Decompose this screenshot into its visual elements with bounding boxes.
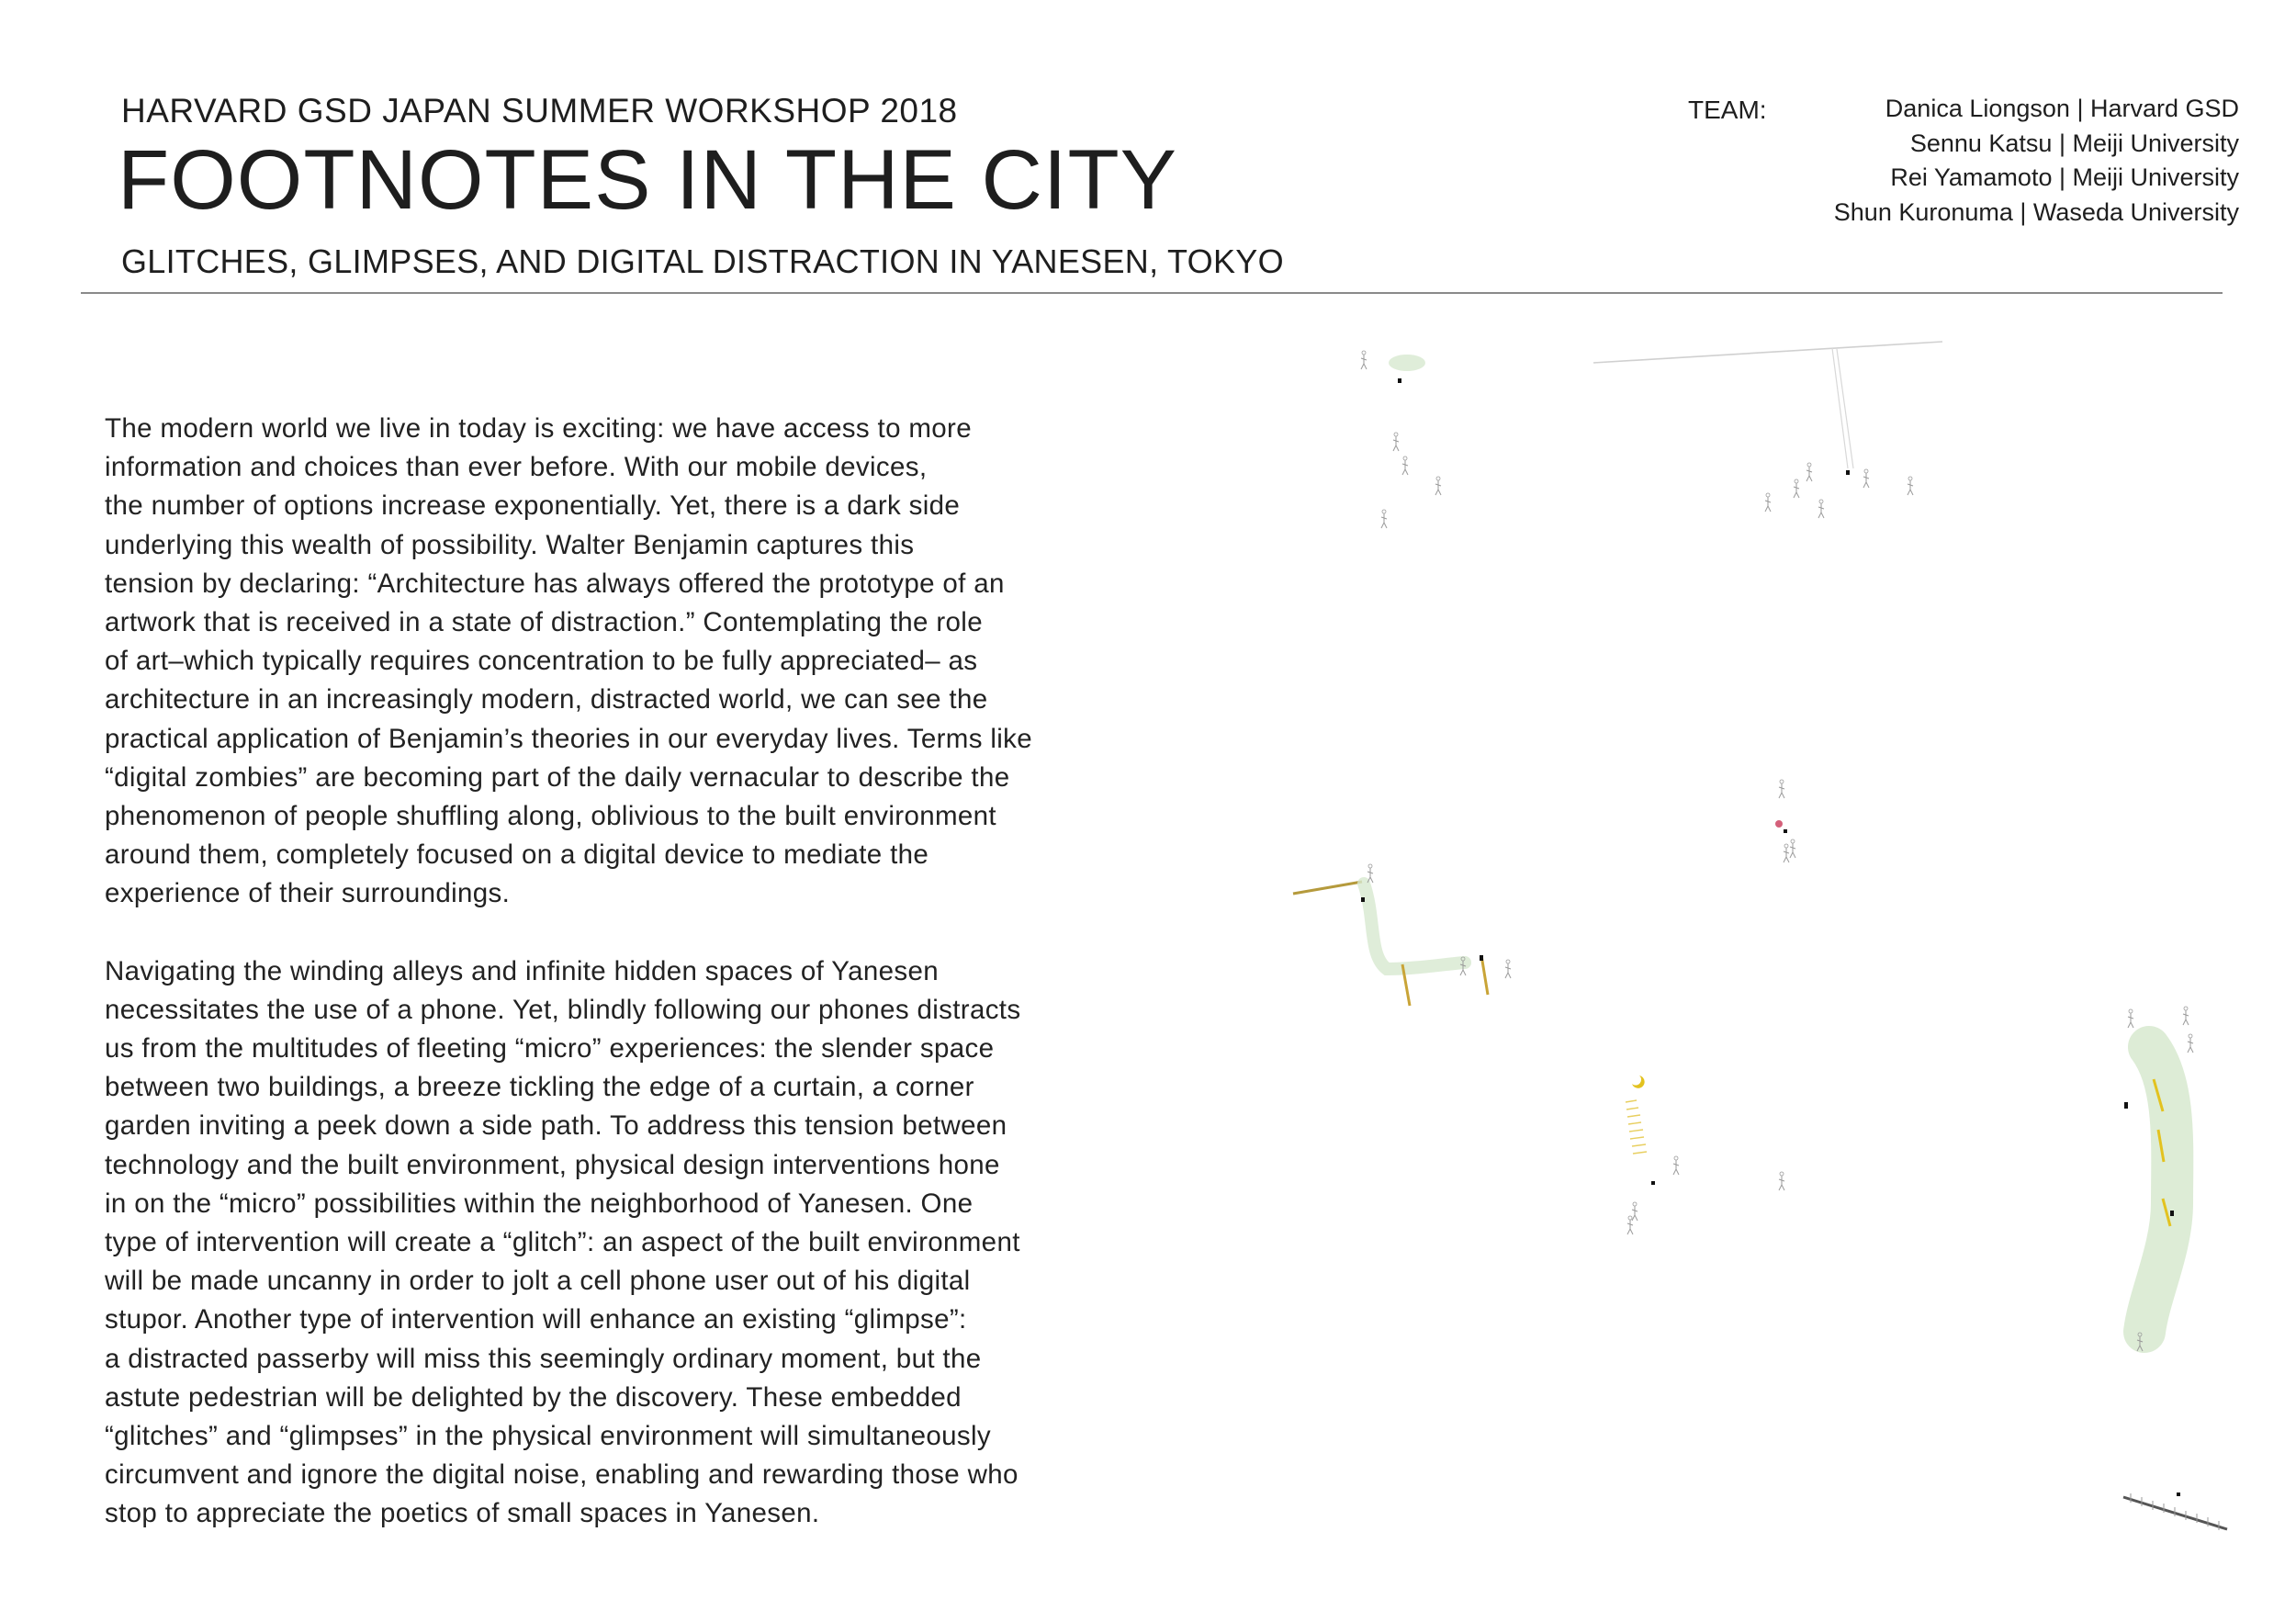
vignette-moon [1626, 1076, 1784, 1234]
workshop-supertitle: HARVARD GSD JAPAN SUMMER WORKSHOP 2018 [121, 92, 958, 130]
vignette-flower [1775, 780, 1795, 862]
vignette-canopy [1593, 342, 1942, 518]
page-subtitle: GLITCHES, GLIMPSES, AND DIGITAL DISTRACTION IN YANESEN, TOKYO [121, 242, 1284, 280]
vignette-tree [1361, 351, 1441, 528]
team-label: TEAM: [1688, 96, 1767, 124]
team-member: Shun Kuronuma | Waseda University [1833, 197, 2239, 226]
vignette-green-column [2124, 1007, 2193, 1351]
essay-body [105, 410, 1133, 1572]
team-member: Danica Liongson | Harvard GSD [1885, 95, 2239, 122]
vignette-stair [2123, 1492, 2227, 1530]
header-divider [81, 292, 2223, 294]
vignette-bench [1293, 864, 1511, 1006]
team-list [1834, 92, 2239, 230]
essay-paragraph: Navigating the winding alleys and infinite hidden spaces of Yanesen necessitates the use of a phone. Yet, blindly following our phones distracts us from the multitudes of fleeting “micro” experiences: the slender space between two buildings, a breeze tickling the edge of a curtain, a corner garden inviting a peek down a side path. To address this tension between technology and the built environment, physical design interventions hone in on the “micro” possibilities within the neighborhood of Yanesen. One type of intervention will create a “glitch”: an aspect of the built environment will be made uncanny in order to jolt a cell phone user out of his digital stupor. Another type of intervention will enhance an existing “glimpse”: a distracted passerby will miss this seemingly ordinary moment, but the astute pedestrian will be delighted by the discovery. These embedded “glitches” and “glimpses” in the physical environment will simultaneously circumvent and ignore the digital noise, enabling and rewarding those who stop to appreciate the poetics of small spaces in Yanesen. [105, 955, 1021, 1529]
page-title: FOOTNOTES IN THE CITY [118, 133, 1178, 227]
team-member: Sennu Katsu | Meiji University [1909, 129, 2239, 157]
essay-paragraph: The modern world we live in today is exciting: we have access to more information and choices than ever before. With our mobile devices, the number of options increase exponentially. Yet, there is a dark side underlying this wealth of possibility. Walter Benjamin captures this tension by declaring: “Architecture has always offered the prototype of an artwork that is received in a state of distraction.” Contemplating the role of art–which typically requires concentration to be fully appreciated– as architecture in an increasingly modern, distracted world, we can see the practical application of Benjamin’s theories in our everyday lives. Terms like “digital zombies” are becoming part of the daily vernacular to describe the phenomenon of people shuffling along, oblivious to the built environment around them, completely focused on a digital device to mediate the experience of their surroundings. [105, 413, 1033, 909]
intervention-vignettes [1267, 321, 2241, 1543]
team-member: Rei Yamamoto | Meiji University [1890, 163, 2239, 191]
